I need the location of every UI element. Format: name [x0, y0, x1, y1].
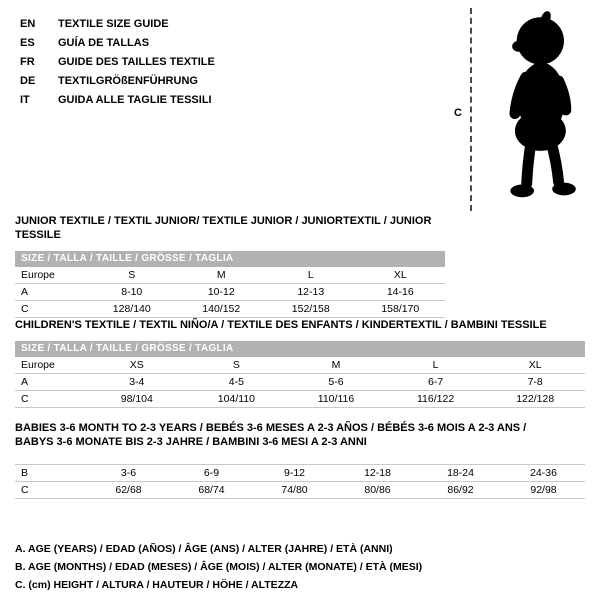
table-cell: 7-8: [527, 376, 543, 388]
language-title: GUIDA ALLE TAGLIE TESSILI: [58, 94, 212, 106]
table-cell: 74/80: [281, 484, 308, 496]
section-junior-textile: [15, 214, 445, 318]
section-title-line1: BABIES 3-6 MONTH TO 2-3 YEARS / BEBÉS 3-6 MESES A 2-3 AÑOS / BÉBÉS 3-6 MOIS A 2-3 ANS /: [15, 422, 527, 434]
table-row: [15, 357, 585, 374]
table-row: [15, 267, 445, 284]
table-row: [15, 284, 445, 301]
language-code: EN: [20, 18, 36, 30]
table-cell: B: [21, 467, 29, 479]
table-cell: 14-16: [386, 286, 414, 298]
junior-size-table: [15, 251, 445, 318]
language-title: GUIDE DES TAILLES TEXTILE: [58, 56, 215, 68]
table-cell: 9-12: [283, 467, 305, 479]
table-cell: 158/170: [381, 303, 420, 315]
height-marker-label: C: [454, 107, 462, 119]
language-row: [20, 91, 215, 110]
language-code: FR: [20, 56, 35, 68]
table-row: [15, 482, 585, 499]
table-cell: 4-5: [228, 376, 244, 388]
size-figure: [454, 8, 584, 213]
legend-notes: [15, 540, 422, 594]
language-title: TEXTILGRÖßENFÜHRUNG: [58, 75, 198, 87]
note-height-cm: C. (cm) HEIGHT / ALTURA / HAUTEUR / HÖHE / ALTEZZA: [15, 579, 299, 591]
table-cell: S: [232, 359, 240, 371]
language-row: [20, 53, 215, 72]
table-cell: 68/74: [198, 484, 225, 496]
table-row: [15, 374, 585, 391]
table-cell: XS: [129, 359, 144, 371]
language-title-list: [20, 15, 215, 110]
table-cell: C: [21, 484, 29, 496]
table-cell: 10-12: [207, 286, 235, 298]
table-cell: 12-13: [297, 286, 325, 298]
table-cell: 8-10: [121, 286, 143, 298]
table-cell: 152/158: [291, 303, 330, 315]
table-cell: 110/116: [317, 393, 355, 405]
section-title-line2: BABYS 3-6 MONATE BIS 2-3 JAHRE / BAMBINI 3-6 MESI A 2-3 ANNI: [15, 436, 367, 448]
table-cell: Europe: [21, 359, 55, 371]
table-cell: L: [307, 269, 314, 281]
table-cell: Europe: [21, 269, 55, 281]
table-cell: M: [331, 359, 341, 371]
table-cell: XL: [393, 269, 407, 281]
table-cell: XL: [528, 359, 542, 371]
table-row: [15, 301, 445, 318]
table-cell: 18-24: [447, 467, 474, 479]
children-size-table: [15, 341, 585, 408]
table-cell: L: [432, 359, 439, 371]
table-header-band: SIZE / TALLA / TAILLE / GRÖSSE / TAGLIA: [15, 251, 445, 267]
babies-size-table: [15, 464, 585, 499]
table-cell: 104/110: [217, 393, 255, 405]
table-cell: A: [21, 286, 29, 298]
height-dashed-line: [470, 8, 472, 211]
table-cell: 24-36: [530, 467, 557, 479]
table-cell: A: [21, 376, 29, 388]
table-cell: 5-6: [328, 376, 344, 388]
table-cell: 92/98: [530, 484, 557, 496]
table-cell: C: [21, 393, 29, 405]
section-babies: [15, 421, 585, 499]
table-cell: 86/92: [447, 484, 474, 496]
table-cell: 116/122: [417, 393, 455, 405]
table-row: [15, 465, 585, 482]
language-row: [20, 15, 215, 34]
baby-silhouette-icon: [484, 8, 584, 211]
table-cell: S: [128, 269, 136, 281]
table-cell: 62/68: [115, 484, 142, 496]
language-title: GUÍA DE TALLAS: [58, 37, 150, 49]
table-cell: 98/104: [120, 393, 153, 405]
language-title: TEXTILE SIZE GUIDE: [58, 18, 169, 30]
language-row: [20, 34, 215, 53]
table-row: [15, 391, 585, 408]
section-title: CHILDREN'S TEXTILE / TEXTIL NIÑO/A / TEXTILE DES ENFANTS / KINDERTEXTIL / BAMBINI TESSILE: [15, 319, 547, 331]
table-cell: C: [21, 303, 29, 315]
section-childrens-textile: [15, 318, 585, 408]
language-row: [20, 72, 215, 91]
table-cell: 3-6: [120, 467, 137, 479]
note-age-months: B. AGE (MONTHS) / EDAD (MESES) / ÂGE (MOIS) / ALTER (MONATE) / ETÀ (MESI): [15, 561, 423, 573]
language-code: IT: [20, 94, 30, 106]
language-code: DE: [20, 75, 36, 87]
table-cell: 3-4: [129, 376, 145, 388]
table-cell: 12-18: [364, 467, 391, 479]
note-age-years: A. AGE (YEARS) / EDAD (AÑOS) / ÂGE (ANS) / ALTER (JAHRE) / ETÀ (ANNI): [15, 543, 393, 555]
table-cell: M: [216, 269, 226, 281]
table-cell: 80/86: [364, 484, 391, 496]
table-cell: 122/128: [516, 393, 555, 405]
table-cell: 6-9: [203, 467, 220, 479]
language-code: ES: [20, 37, 35, 49]
section-title: JUNIOR TEXTILE / TEXTIL JUNIOR/ TEXTILE JUNIOR / JUNIORTEXTIL / JUNIOR TESSILE: [15, 215, 432, 241]
table-cell: 6-7: [428, 376, 444, 388]
table-cell: 128/140: [112, 303, 151, 315]
table-cell: 140/152: [202, 303, 241, 315]
table-header-band: SIZE / TALLA / TAILLE / GRÖSSE / TAGLIA: [15, 341, 585, 357]
